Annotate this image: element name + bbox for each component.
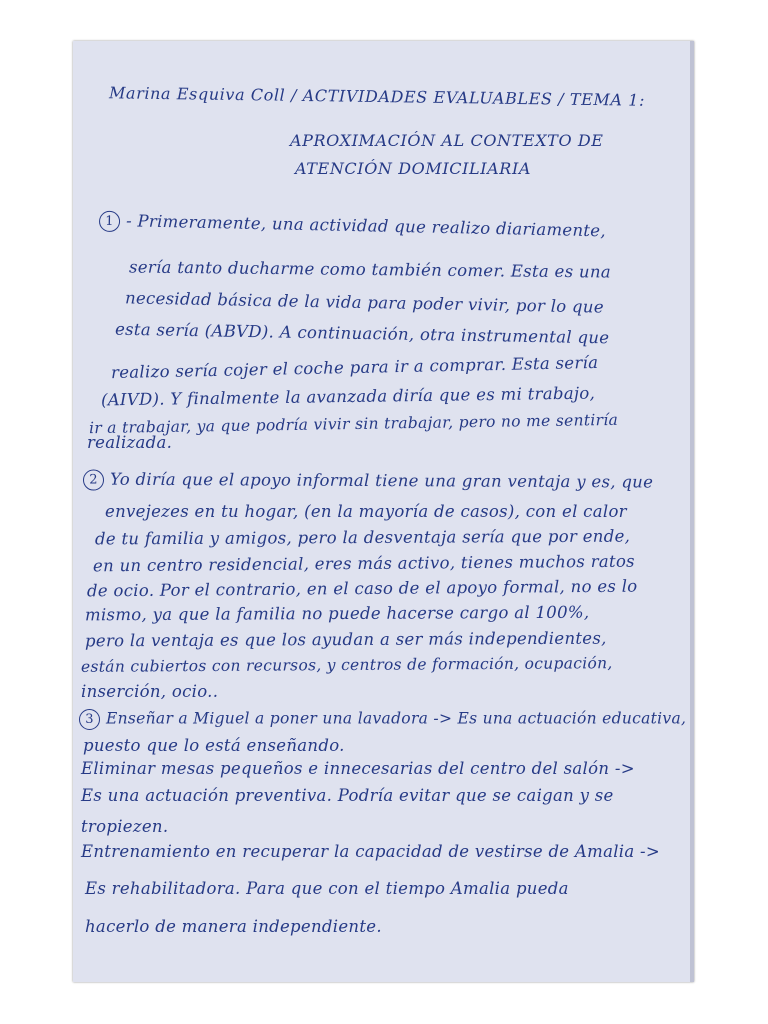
answer-2-number-badge: 2 [83,470,104,491]
answer-2-line-7: pero la ventaja es que los ayudan a ser más independientes, [84,628,607,651]
answer-2-line-4: en un centro residencial, eres más activo, tienes muchos ratos [92,551,635,576]
answer-2-line-1-text: Yo diría que el apoyo informal tiene una gran ventaja y es, que [109,469,654,492]
answer-3-line-2: puesto que lo está enseñando. [83,736,345,755]
answer-1-line-5: realizo sería cojer el coche para ir a comprar. Esta sería [110,352,599,383]
answer-3-line-3: Eliminar mesas pequeños e innecesarias del centro del salón -> [81,759,635,778]
answer-2-line-6: mismo, ya que la familia no puede hacerse cargo al 100%, [84,602,590,625]
answer-3-line-7: Es rehabilitadora. Para que con el tiempo Amalia pueda [85,879,569,898]
answer-3-line-1 [79,709,686,730]
answer-3-line-1-text: Enseñar a Miguel a poner una lavadora -> Es una actuación educativa, [106,709,687,728]
answer-3-line-5: tropiezen. [81,817,169,836]
header-line-1: Marina Esquiva Coll / ACTIVIDADES EVALUABLES / TEMA 1: [108,83,646,110]
answer-1-line-7: ir a trabajar, ya que podría vivir sin trabajar, pero no me sentiría [88,410,619,438]
answer-3-number-badge: 3 [79,709,100,730]
answer-1-line-8: realizada. [87,433,173,452]
answer-2-line-3: de tu familia y amigos, pero la desventaja sería que por ende, [94,526,631,549]
answer-1-line-4: esta sería (ABVD). A continuación, otra instrumental que [114,319,610,348]
answer-1-line-2: sería tanto ducharme como también comer. Esta es una [128,257,612,282]
answer-3-line-4: Es una actuación preventiva. Podría evitar que se caigan y se [81,786,614,805]
answer-2-line-2: envejezes en tu hogar, (en la mayoría de casos), con el calor [105,502,627,521]
answer-1-number-badge: 1 [99,211,120,232]
answer-3-line-6: Entrenamiento en recuperar la capacidad de vestirse de Amalia -> [81,842,661,861]
header-line-2: APROXIMACIÓN AL CONTEXTO DE [290,131,604,150]
header-line-3: ATENCIÓN DOMICILIARIA [295,159,532,178]
answer-2-line-9: inserción, ocio.. [81,682,219,701]
notebook-page [73,41,694,982]
answer-3-line-8: hacerlo de manera independiente. [85,917,382,936]
answer-1-line-1 [99,211,606,243]
answer-2-line-1 [83,470,653,494]
answer-2-line-5: de ocio. Por el contrario, en el caso de el apoyo formal, no es lo [86,576,638,601]
answer-1-line-1-text: - Primeramente, una actividad que realizo diariamente, [125,211,607,241]
answer-1-line-6: (AIVD). Y finalmente la avanzada diría que es mi trabajo, [100,383,596,410]
answer-1-line-3: necesidad básica de la vida para poder vivir, por lo que [124,288,605,317]
answer-2-line-8: están cubiertos con recursos, y centros de formación, ocupación, [80,654,613,676]
